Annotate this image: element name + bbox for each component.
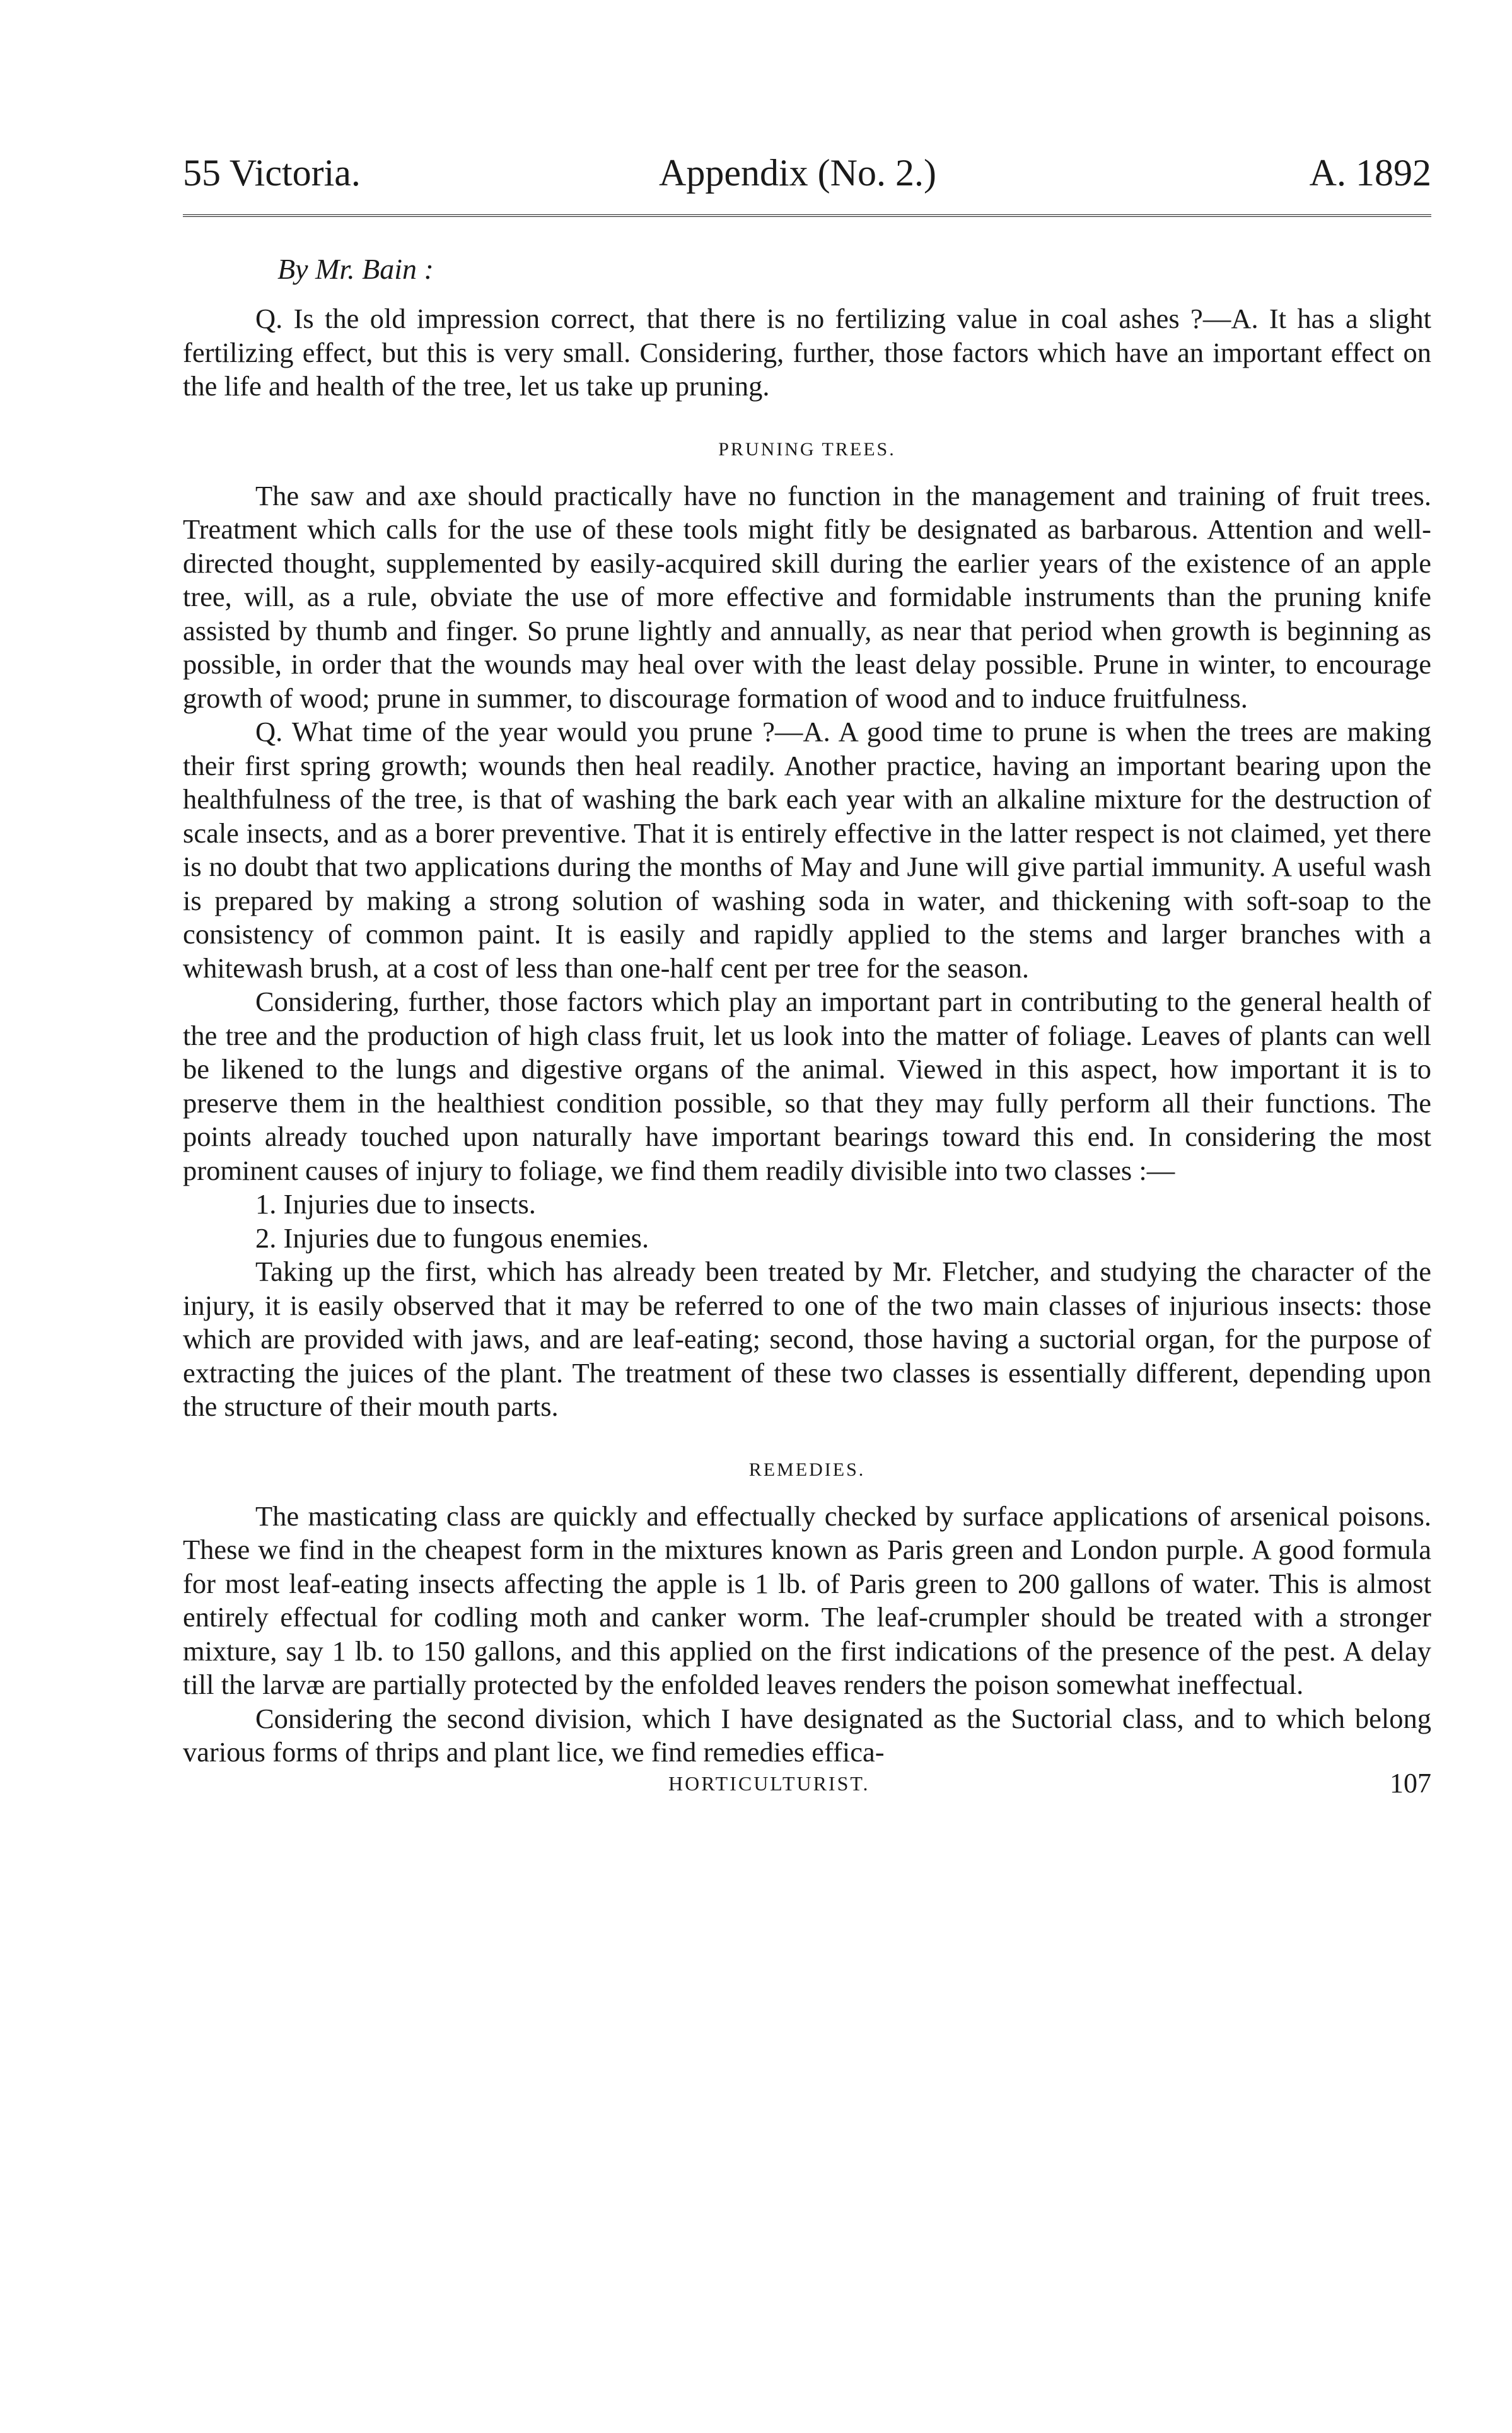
document-page — [183, 151, 1431, 1804]
list-item: 2. Injuries due to fungous enemies. — [255, 1222, 649, 1254]
speaker-byline: By Mr. Bain : — [277, 253, 434, 285]
section-heading-pruning: PRUNING TREES. — [718, 438, 896, 460]
body-paragraph: Considering the second division, which I have designated as the Suctorial class, and to which belong various forms of thrips and plant lice, we find remedies effica- — [183, 1702, 1431, 1768]
header-session: 55 Victoria. — [183, 152, 361, 194]
body-paragraph: The saw and axe should practically have no function in the management and training of fruit trees. Treatment which calls for the use of these tools might fitly be designated as barbarous. Attention and well-directed thought, supplemented by easily-acquired skill during the earlier years of the existence of an apple tree, will, as a rule, obviate the use of more effective and formidable instruments than the pruning knife assisted by thumb and finger. So prune lightly and annually, as near that period when growth is beginning as possible, in order that the wounds may heal over with the least delay possible. Prune in winter, to encourage growth of wood; prune in summer, to discourage formation of wood and to induce fruitfulness. — [183, 479, 1431, 714]
running-header — [183, 151, 1431, 202]
footer-catchword: HORTICULTURIST. — [668, 1771, 870, 1795]
body-paragraph: Considering, further, those factors which play an important part in contributing to the general health of the tree and the production of high class fruit, let us look into the matter of foliage. Leaves of plants can well be likened to the lungs and digestive organs of the animal. Viewed in this aspect, how important it is to preserve them in the healthiest condition possible, so that they may fully perform all their functions. The points already touched upon naturally have important bearings toward this end. In considering the most prominent causes of injury to foliage, we find them readily divisible into two classes :— — [183, 986, 1431, 1186]
body-paragraph: Taking up the first, which has already been treated by Mr. Fletcher, and studying the character of the injury, it is easily observed that it may be referred to one of the two main classes of injurious insects: those which are provided with jaws, and are leaf-eating; second, those having a suctorial organ, for the purpose of extracting the juices of the plant. The treatment of these two classes is essentially different, depending upon the structure of their mouth parts. — [183, 1256, 1431, 1422]
section-heading-remedies: REMEDIES. — [748, 1459, 866, 1480]
header-rule — [183, 214, 1431, 221]
intro-paragraph: Q. Is the old impression correct, that there is no fertilizing value in coal ashes ?—A. It has a slight fertilizing effect, but this is very small. Considering, further, those factors which have an important effect on the life and health of the tree, let us take up pruning. — [183, 303, 1431, 402]
header-appendix: Appendix (No. 2.) — [659, 152, 936, 194]
list-item: 1. Injuries due to insects. — [255, 1188, 536, 1220]
page-number: 107 — [1390, 1767, 1431, 1799]
header-year: A. 1892 — [1309, 152, 1431, 194]
page-footer — [183, 1767, 1431, 1804]
body-paragraph: The masticating class are quickly and effectually checked by surface applications of arsenical poisons. These we find in the cheapest form in the mixtures known as Paris green and London purple. A good formula for most leaf-eating insects affecting the apple is 1 lb. of Paris green to 200 gallons of water. This is almost entirely effectual for codling moth and canker worm. The leaf-crumpler should be treated with a stronger mixture, say 1 lb. to 150 gallons, and this applied on the first indications of the presence of the pest. A delay till the larvæ are partially protected by the enfolded leaves renders the poison somewhat ineffectual. — [183, 1500, 1431, 1700]
body-paragraph: Q. What time of the year would you prune ?—A. A good time to prune is when the trees are making their first spring growth; wounds then heal readily. Another practice, having an important bearing upon the healthfulness of the tree, is that of washing the bark each year with an alkaline mixture for the destruction of scale insects, and as a borer preventive. That it is entirely effective in the latter respect is not claimed, yet there is no doubt that two applications during the months of May and June will give partial immunity. A useful wash is prepared by making a strong solution of washing soda in water, and thickening with soft-soap to the consistency of common paint. It is easily and rapidly applied to the stems and larger branches with a whitewash brush, at a cost of less than one-half cent per tree for the season. — [183, 716, 1431, 984]
